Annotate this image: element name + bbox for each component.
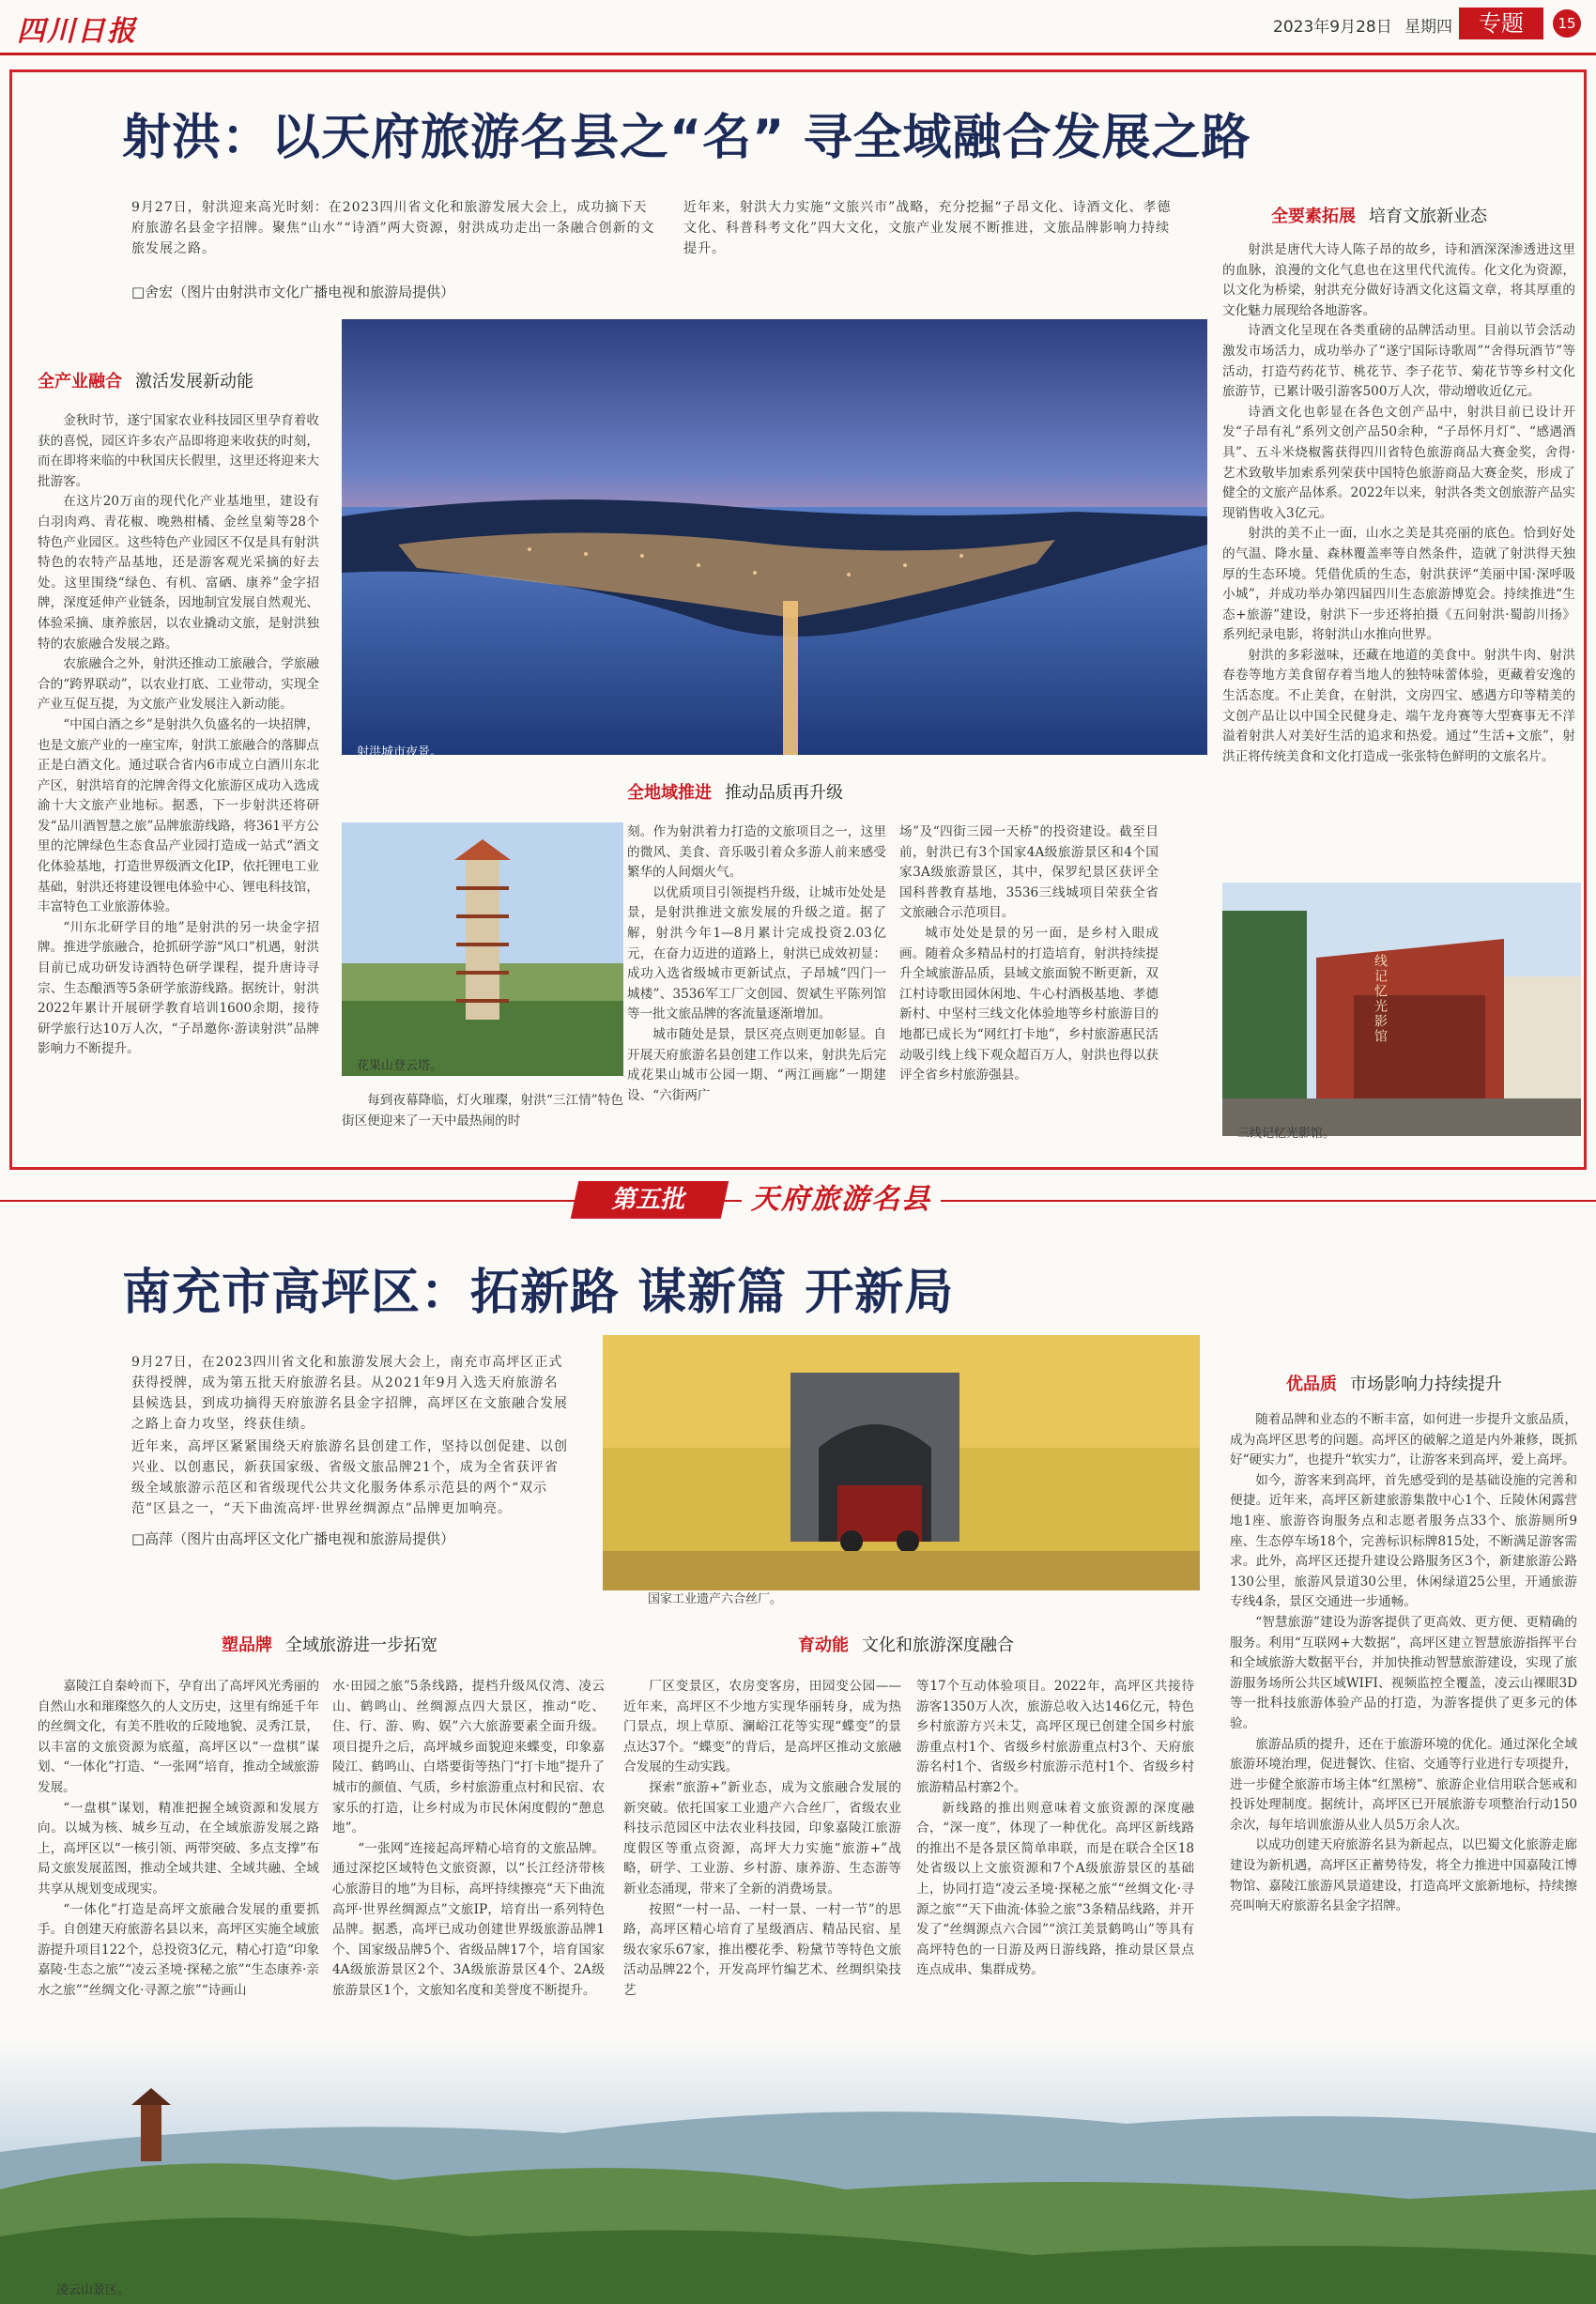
subhead-keyword: 优品质 bbox=[1286, 1375, 1337, 1394]
paragraph: 诗酒文化呈现在各类重磅的品牌活动里。目前以节会活动激发市场活力，成功举办了“遂宁国际诗歌周”“舍得玩酒节”等活动，打造芍药花节、桃花节、李子花节、菊花节等乡村文化旅游节，已累计吸引游客500万人次，带动增收近亿元。 bbox=[1222, 323, 1575, 400]
subhead-quality bbox=[1286, 1371, 1502, 1395]
subhead-keyword: 全产业融合 bbox=[38, 372, 122, 392]
column-a2-3 bbox=[623, 1677, 901, 2002]
subhead-momentum bbox=[798, 1632, 1014, 1656]
paragraph: “智慧旅游”建设为游客提供了更高效、更方便、更精确的服务。利用“互联网+大数据”，高坪区建立智慧旅游指挥平台和全域旅游大数据平台，并加快推动智慧旅游建设，实现了旅游服务场所公共区域WIFI、视频监控全覆盖，凌云山裸眼3D等一批科技旅游体验产品的打造，为游客提供了更多元的体验。 bbox=[1230, 1614, 1577, 1731]
lead-paragraph-2: 近年来，高坪区紧紧围绕天府旅游名县创建工作，坚持以创促建、以创兴业、以创惠民，新获国家级、省级文旅品牌21个，成为全省获评省级全域旅游示范区和省级现代公共文化服务体系示范县的两个“双示范”区县之一，“天下曲流高坪·世界丝绸源点”品牌更加响亮。 bbox=[131, 1439, 568, 1516]
paragraph: 嘉陵江自秦岭而下，孕育出了高坪风光秀丽的自然山水和璀璨悠久的人文历史，这里有绵延千年的丝绸文化，有美不胜收的丘陵地貌、灵秀江景，以丰富的文旅资源为底蕴，高坪区以“一盘棋”谋划、“一体化”打造、“一张网”培育，推动全域旅游发展。 bbox=[38, 1679, 319, 1795]
lead-paragraph-left: 9月27日，射洪迎来高光时刻：在2023四川省文化和旅游发展大会上，成功摘下天府旅游名县金字招牌。聚焦“山水”“诗酒”两大资源，射洪成功走出一条融合创新的文旅发展之路。 bbox=[131, 200, 655, 256]
subhead-text: 全域旅游进一步拓宽 bbox=[285, 1636, 437, 1655]
column-1 bbox=[38, 411, 319, 1060]
paragraph: “一盘棋”谋划，精准把握全域资源和发展方向。以城为核、城乡互动，在全域旅游发展之路上，高坪区以“一核引领、两带突破、多点支撑”布局文旅发展蓝图，推动全域共建、全域共融、全域共享从规划变成现实。 bbox=[38, 1800, 319, 1897]
lead-paragraph-right: 近年来，射洪大力实施“文旅兴市”战略，充分挖掘“子昂文化、诗酒文化、孝德文化、科普科考文化”四大文化，文旅产业发展不断推进，文旅品牌影响力持续提升。 bbox=[683, 200, 1172, 256]
photo-caption: 花果山登云塔。 bbox=[357, 1059, 443, 1073]
byline: □高萍（图片由高坪区文化广播电视和旅游局提供） bbox=[131, 1530, 455, 1547]
photo-tower bbox=[342, 822, 623, 1076]
column-a2-1 bbox=[38, 1677, 319, 2002]
column-a2-2 bbox=[332, 1677, 605, 2002]
paragraph: 城市处处是景的另一面，是乡村入眼成画。随着众多精品村的打造培育，射洪持续提升全域旅游品质，县域文旅面貌不断更新，双江村诗歌田园休闲地、牛心村酒极基地、孝德新村、中坚村三线文化体验地等乡村旅游目的地都已成长为“网红打卡地”，乡村旅游惠民活动吸引线上线下观众超百万人，射洪也得以获评全省乡村旅游强县。 bbox=[899, 925, 1159, 1083]
section-tag: 专题 bbox=[1459, 8, 1543, 39]
paragraph: 探索“旅游+”新业态，成为文旅融合发展的新突破。依托国家工业遗产六合丝厂，省级农业科技示范园区中法农业科技园，印象嘉陵江旅游度假区等重点资源，高坪大力实施“旅游+”战略，研学、工业游、乡村游、康养游、生态游等新业态涌现，带来了全新的消费场景。 bbox=[623, 1779, 901, 1897]
photo-lingyun-panorama bbox=[0, 2039, 1596, 2304]
byline: □舍宏（图片由射洪市文化广播电视和旅游局提供） bbox=[131, 284, 455, 300]
article-title-shehong: 射洪：以天府旅游名县之“名” 寻全域融合发展之路 bbox=[122, 110, 1251, 166]
paragraph: 射洪是唐代大诗人陈子昂的故乡，诗和酒深深渗透进这里的血脉，浪漫的文化气息也在这里代代流传。化文化为资源，以文化为桥梁，射洪充分做好诗酒文化这篇文章，将其厚重的文化魅力展现给各地游客。 bbox=[1222, 242, 1575, 318]
paragraph: 诗酒文化也彰显在各色文创产品中，射洪目前已设计开发“子昂有礼”系列文创产品50余种，“子昂怀月灯”、“感遇酒具”、五斗米烧椒酱获得四川省特色旅游商品大赛金奖，舍得·艺术致敬毕加索系列荣获中国特色旅游商品大赛金奖，形成了健全的文旅产品体系。2022年以来，射洪各类文创旅游产品实现销售收入3亿元。 bbox=[1222, 404, 1575, 521]
masthead-rule bbox=[0, 53, 1596, 55]
subhead-keyword: 全要素拓展 bbox=[1271, 207, 1356, 226]
newspaper-logo: 四川日报 bbox=[17, 15, 137, 48]
subhead-elements bbox=[1271, 203, 1487, 227]
paragraph: 按照“一村一品、一村一景、一村一节”的思路，高坪区精心培育了星级酒店、精品民宿、星级农家乐67家，推出樱花季、粉黛节等特色文旅活动品牌22个，开发高坪竹编艺术、丝绸织染技艺 bbox=[623, 1901, 901, 1998]
batch-badge: 第五批 bbox=[571, 1181, 729, 1219]
subhead-text: 培育文旅新业态 bbox=[1369, 207, 1487, 226]
subhead-industry bbox=[38, 368, 253, 392]
subhead-region bbox=[627, 779, 843, 804]
subhead-keyword: 育动能 bbox=[798, 1636, 849, 1655]
paragraph: 厂区变景区，农房变客房，田园变公园——近年来，高坪区不少地方实现华丽转身，成为热门景点，坝上草原、澜峪江花等实现“蝶变”的景点达37个。“蝶变”的背后，是高坪区推动文旅融合发展的生动实践。 bbox=[623, 1679, 901, 1775]
paragraph: “一张网”连接起高坪精心培育的文旅品牌。通过深挖区域特色文旅资源，以“长江经济带核心旅游目的地”为目标，高坪持续擦亮“天下曲流高坪·世界丝绸源点”文旅IP，培育出一系列特色品牌。据悉，高坪已成功创建世界级旅游品牌1个、国家级品牌5个、省级品牌17个，培育国家4A级旅游景区2个、3A级旅游景区4个、2A级旅游景区1个，文旅知名度和美誉度不断提升。 bbox=[332, 1840, 605, 1998]
paragraph: 旅游品质的提升，还在于旅游环境的优化。通过深化全域旅游环境治理，促进餐饮、住宿、交通等行业进行专项提升，进一步健全旅游市场主体“红黑榜”、旅游企业信用联合惩戒和投诉处理制度。据统计，高坪区已开展旅游专项整治行动150余次，每年培训旅游从业人员5万余人次。 bbox=[1230, 1736, 1577, 1833]
museum-sign: 三线记忆光影馆 bbox=[1373, 939, 1388, 1044]
paragraph: 城市随处是景，景区亮点则更加彰显。自开展天府旅游名县创建工作以来，射洪先后完成花果山城市公园一期、“两江画廊”一期建设、“六街两广 bbox=[627, 1026, 886, 1103]
paragraph: 以优质项目引领提档升级，让城市处处是景，是射洪推进文旅发展的升级之道。据了解，射洪今年1—8月累计完成投资2.03亿元，在奋力迈进的道路上，射洪已成效初显：成功入选省级城市更新试点，子昂城“四门一城楼”、3536军工厂文创园、贺斌生平陈列馆等一批文旅品牌的客流量逐渐增加。 bbox=[627, 884, 886, 1022]
column-5 bbox=[1222, 240, 1575, 767]
subhead-text: 激活发展新动能 bbox=[135, 372, 253, 392]
photo-caption: 三线记忆光影馆。 bbox=[1237, 1127, 1336, 1141]
paragraph: 射洪的美不止一面，山水之美是其亮丽的底色。恰到好处的气温、降水量、森林覆盖率等自然条件，造就了射洪得天独厚的生态环境。凭借优质的生态，射洪获评“美丽中国·深呼吸小城”，并成功举办第四届四川生态旅游博览会。持续推进“生态+旅游”建设，射洪下一步还将拍摄《五问射洪·蜀韵川扬》系列纪录电影，将射洪山水推向世界。 bbox=[1222, 526, 1575, 643]
column-3 bbox=[627, 822, 886, 1106]
subhead-brand bbox=[222, 1632, 437, 1656]
article-title-gaoping: 南充市高坪区：拓新路 谋新篇 开新局 bbox=[122, 1265, 955, 1321]
column-a2-5 bbox=[1230, 1410, 1577, 1917]
paragraph: 场”及“四街三园一天桥”的投资建设。截至目前，射洪已有3个国家4A级旅游景区和4个国家3A级旅游景区，其中，保罗纪景区获评全国科普教育基地，3536三线城项目荣获全省文旅融合示范项目。 bbox=[899, 824, 1159, 921]
paragraph: 随着品牌和业态的不断丰富，如何进一步提升文旅品质，成为高坪区思考的问题。高坪区的破解之道是内外兼修，既抓好“硬实力”，也提升“软实力”，让游客来到高坪，爱上高坪。 bbox=[1230, 1412, 1577, 1468]
paragraph: 新线路的推出则意味着文旅资源的深度融合，“深一度”，体现了一种优化。高坪区新线路的推出不是各景区简单串联，而是在联合全区18处省级以上文旅资源和7个A级旅游景区的基础上，协同打造“凌云圣境·探秘之旅”“丝绸文化·寻源之旅”“天下曲流·体验之旅”3条精品线路，并开发了“丝绸源点六合园”“滨江美景鹤鸣山”等具有高坪特色的一日游及两日游线路，推动景区景点连点成串、集群成势。 bbox=[916, 1800, 1194, 1978]
banner-title: 天府旅游名县 bbox=[742, 1181, 941, 1219]
page-number: 15 bbox=[1553, 9, 1581, 38]
lead-paragraph-1: 9月27日，在2023四川省文化和旅游发展大会上，南充市高坪区正式获得授牌，成为第五批天府旅游名县。从2021年9月入选天府旅游名县候选县，到成功摘得天府旅游名县金字招牌，高坪区在文旅融合发展之路上奋力攻坚，终获佳绩。 bbox=[131, 1355, 568, 1432]
photo-caption: 射洪城市夜景。 bbox=[357, 745, 443, 760]
column-4 bbox=[899, 822, 1159, 1086]
paragraph: 如今，游客来到高坪，首先感受到的是基础设施的完善和便捷。近年来，高坪区新建旅游集散中心1个、丘陵休闲露营地1座、旅游咨询服务点和志愿者服务点33个、旅游厕所9座、生态停车场18个，完善标识标牌815处，不断满足游客需求。此外，高坪区还提升建设公路服务区3个，新建旅游公路130公里，旅游风景道30公里，休闲绿道25公里，开通旅游专线4条，景区交通进一步通畅。 bbox=[1230, 1472, 1577, 1610]
paragraph: 等17个互动体验项目。2022年，高坪区共接待游客1350万人次，旅游总收入达146亿元，特色乡村旅游方兴未艾，高坪区现已创建全国乡村旅游重点村1个、省级乡村旅游重点村3个、天府旅游名村1个、省级乡村旅游示范村1个、省级乡村旅游精品村寨2个。 bbox=[916, 1679, 1194, 1795]
paragraph: “川东北研学目的地”是射洪的另一块金字招牌。推进学旅融合，抢抓研学游“风口”机遇，射洪目前已成功研发诗酒特色研学课程，提升唐诗寻宗、生态酿酒等5条研学旅游线路。据统计，射洪2022年累计开展研学教育培训1600余期，接待研学旅行达10万人次，“子昂邀你·游读射洪”品牌影响力不断提升。 bbox=[38, 919, 319, 1057]
paragraph: 在这片20万亩的现代化产业基地里，建设有白羽肉鸡、青花椒、晚熟柑橘、金丝皇菊等28个特色产业园区。这些特色产业园区不仅是具有射洪特色的农特产品基地，还是游客观光采摘的好去处。这里围绕“绿色、有机、富硒、康养”金字招牌，深度延伸产业链条，因地制宜发展自然观光、体验采摘、康养旅居，以农业撬动文旅，是射洪独特的农旅融合发展之路。 bbox=[38, 494, 319, 652]
paragraph: 射洪的多彩滋味，还藏在地道的美食中。射洪牛肉、射洪春卷等地方美食留存着当地人的独特味蕾体验，更藏着安逸的生活态度。不止美食，在射洪，文房四宝、感遇方印等精美的文创产品让以中国全民健身走、端午龙舟赛等大型赛事无不洋溢着射洪人对美好生活的追求和热爱。通过“生活+文旅”，射洪正将传统美食和文化打造成一张张特色鲜明的文旅名片。 bbox=[1222, 647, 1575, 764]
issue-weekday: 星期四 bbox=[1404, 18, 1452, 37]
photo-museum bbox=[1222, 883, 1581, 1136]
paragraph: 水·田园之旅”5条线路，提档升级凤仪湾、凌云山、鹤鸣山、丝绸源点四大景区，推动“吃、住、行、游、购、娱”六大旅游要素全面升级。项目提升之后，高坪城乡面貌迎来蝶变，印象嘉陵江、鹤鸣山、白塔要街等热门“打卡地”提升了城市的颜值、气质，乡村旅游重点村和民宿、农家乐的打造，让乡村成为市民休闲度假的“憩息地”。 bbox=[332, 1679, 605, 1836]
photo-caption: 国家工业遗产六合丝厂。 bbox=[648, 1592, 783, 1606]
subhead-keyword: 全地域推进 bbox=[627, 783, 712, 803]
photo-silk-factory bbox=[603, 1335, 1200, 1590]
photo-caption: 凌云山景区。 bbox=[56, 2283, 130, 2297]
paragraph: “中国白酒之乡”是射洪久负盛名的一块招牌，也是文旅产业的一座宝库，射洪工旅融合的落脚点正是白酒文化。通过联合省内6市成立白酒川东北产区，射洪培育的沱牌舍得文化旅游区成功入选成渝十大文旅产业地标。据悉，下一步射洪还将研发“品川酒智慧之旅”品牌旅游线路，将361平方公里的沱牌绿色生态食品产业园打造成一站式“酒文化体验基地，打造世界级酒文化IP，依托锂电工业基础，射洪还将建设锂电体验中心、锂电科技馆，丰富特色工业旅游体验。 bbox=[38, 716, 319, 915]
paragraph: 金秋时节，遂宁国家农业科技园区里孕育着收获的喜悦，园区许多农产品即将迎来收获的时刻，而在即将来临的中秋国庆长假里，这里还将迎来大批游客。 bbox=[38, 413, 319, 489]
paragraph: 刻。作为射洪着力打造的文旅项目之一，这里的微风、美食、音乐吸引着众多游人前来感受繁华的人间烟火气。 bbox=[627, 824, 886, 881]
photo-city-night bbox=[342, 319, 1207, 755]
subhead-text: 文化和旅游深度融合 bbox=[862, 1636, 1014, 1655]
subhead-keyword: 塑品牌 bbox=[222, 1636, 272, 1655]
column-a2-4 bbox=[916, 1677, 1194, 1981]
subhead-text: 市场影响力持续提升 bbox=[1350, 1375, 1502, 1394]
paragraph: 农旅融合之外，射洪还推动工旅融合，学旅融合的“跨界联动”，以农业打底、工业带动，实现全产业互促互提，为文旅产业发展注入新动能。 bbox=[38, 656, 319, 713]
issue-date: 2023年9月28日 bbox=[1273, 18, 1392, 37]
column-2-tail: 每到夜幕降临，灯火璀璨，射洪“三江情”特色街区便迎来了一天中最热闹的时 bbox=[342, 1093, 623, 1129]
paragraph: “一体化”打造是高坪文旅融合发展的重要抓手。自创建天府旅游名县以来，高坪区实施全域旅游提升项目122个，总投资3亿元，精心打造“印象嘉陵·生态之旅”“凌云圣境·探秘之旅”“生态康养·亲水之旅”“丝绸文化·寻源之旅”“诗画山 bbox=[38, 1901, 319, 1998]
subhead-text: 推动品质再升级 bbox=[725, 783, 843, 803]
paragraph: 以成功创建天府旅游名县为新起点，以巴蜀文化旅游走廊建设为新机遇，高坪区正蓄势待发，将全力推进中国嘉陵江博物馆、嘉陵江旅游风景道建设，打造高坪文旅新地标，持续擦亮叫响天府旅游名县金字招牌。 bbox=[1230, 1837, 1577, 1914]
